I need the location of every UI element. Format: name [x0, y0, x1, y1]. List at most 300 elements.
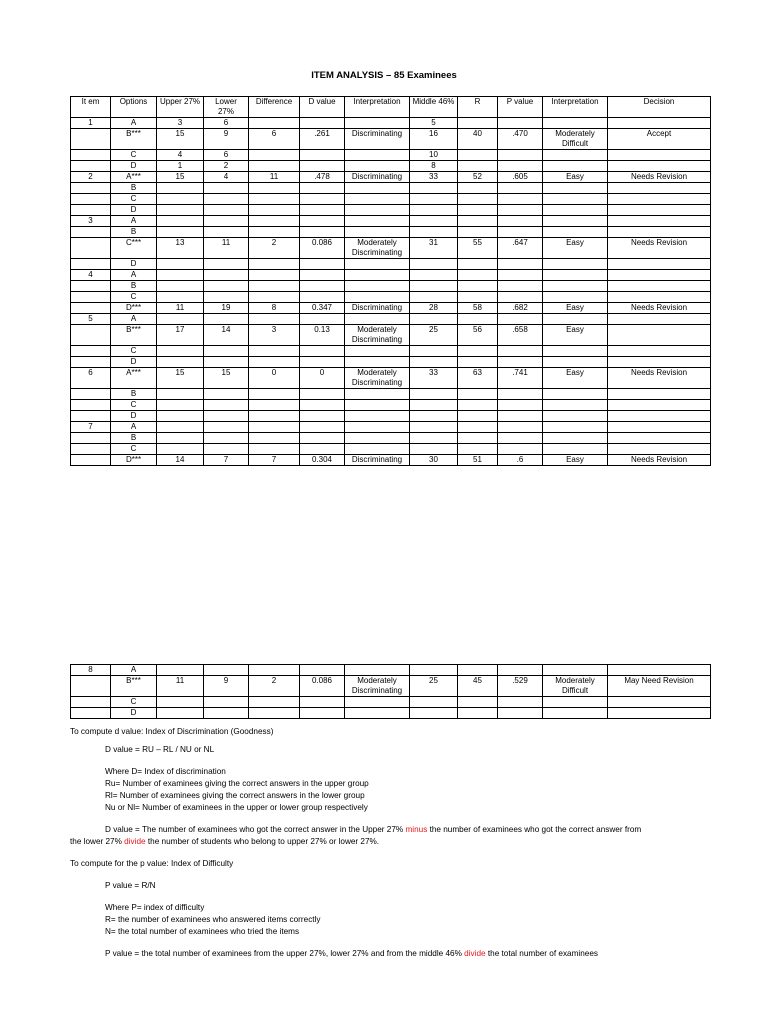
table-cell — [157, 183, 204, 194]
table-cell: 2 — [249, 676, 300, 697]
table-cell: D — [111, 357, 157, 368]
table-cell — [300, 259, 345, 270]
table-cell: Easy — [543, 325, 608, 346]
table-cell — [458, 708, 498, 719]
table-cell — [71, 444, 111, 455]
table-cell — [543, 227, 608, 238]
table-cell — [458, 411, 498, 422]
table-cell — [249, 227, 300, 238]
table-cell — [300, 161, 345, 172]
table-cell: 55 — [458, 238, 498, 259]
table-cell — [498, 314, 543, 325]
table-cell — [608, 259, 711, 270]
table-cell: 15 — [157, 368, 204, 389]
table-cell — [543, 183, 608, 194]
table-cell — [249, 400, 300, 411]
table-cell — [204, 411, 249, 422]
table-cell — [249, 118, 300, 129]
table-cell — [71, 389, 111, 400]
table-cell — [345, 357, 410, 368]
table-cell: 0.304 — [300, 455, 345, 466]
table-cell — [204, 281, 249, 292]
table-cell — [345, 281, 410, 292]
table-cell — [608, 205, 711, 216]
table-cell — [543, 411, 608, 422]
table-cell — [543, 697, 608, 708]
d-value-formula: D value = RU – RL / NU or NL — [105, 745, 215, 754]
table-cell: 63 — [458, 368, 498, 389]
table-cell: 0.347 — [300, 303, 345, 314]
table-cell — [71, 357, 111, 368]
table-cell — [543, 389, 608, 400]
table-cell: .741 — [498, 368, 543, 389]
table-cell — [498, 444, 543, 455]
table-cell — [410, 665, 458, 676]
table-cell — [204, 227, 249, 238]
table-cell — [498, 270, 543, 281]
table-cell: C — [111, 400, 157, 411]
table-cell: C*** — [111, 238, 157, 259]
table-cell — [410, 259, 458, 270]
table-cell: 0.086 — [300, 676, 345, 697]
table-cell — [543, 161, 608, 172]
table-cell — [249, 194, 300, 205]
table-cell — [543, 708, 608, 719]
table-cell — [300, 357, 345, 368]
table-cell — [345, 205, 410, 216]
table-cell — [204, 346, 249, 357]
table-row — [71, 292, 711, 303]
table-cell — [157, 270, 204, 281]
table-cell: 28 — [410, 303, 458, 314]
table-cell — [410, 270, 458, 281]
table-row — [71, 433, 711, 444]
p-value-heading: To compute for the p value: Index of Difficulty — [70, 859, 234, 868]
table-cell: Moderately Difficult — [543, 676, 608, 697]
table-cell — [345, 118, 410, 129]
table-cell: May Need Revision — [608, 676, 711, 697]
table-cell — [300, 411, 345, 422]
table-cell — [608, 314, 711, 325]
table-cell — [345, 161, 410, 172]
table-row — [71, 368, 711, 389]
table-cell — [71, 455, 111, 466]
table-cell: Moderately Discriminating — [345, 238, 410, 259]
table-cell — [543, 292, 608, 303]
table-cell — [608, 433, 711, 444]
table-cell — [157, 422, 204, 433]
table-cell — [498, 205, 543, 216]
table-cell — [608, 161, 711, 172]
table-cell — [543, 433, 608, 444]
table-cell: 0 — [249, 368, 300, 389]
table-cell — [543, 150, 608, 161]
table-cell — [157, 346, 204, 357]
table-cell — [458, 665, 498, 676]
table-cell: 5 — [71, 314, 111, 325]
table-cell — [458, 357, 498, 368]
table-cell — [608, 411, 711, 422]
table-row — [71, 455, 711, 466]
table-cell — [71, 411, 111, 422]
table-cell — [300, 665, 345, 676]
table-cell: 2 — [249, 238, 300, 259]
table-cell: 15 — [157, 172, 204, 183]
table-cell — [157, 400, 204, 411]
table-row — [71, 259, 711, 270]
table-cell — [157, 227, 204, 238]
d-value-description — [70, 824, 710, 836]
table-cell: .261 — [300, 129, 345, 150]
table-row — [71, 665, 711, 676]
table-cell — [345, 708, 410, 719]
table-cell: 0.086 — [300, 238, 345, 259]
table-cell: Needs Revision — [608, 455, 711, 466]
table-cell: Easy — [543, 455, 608, 466]
table-cell: A — [111, 422, 157, 433]
table-cell: 11 — [249, 172, 300, 183]
table-cell: D — [111, 411, 157, 422]
table-cell — [543, 357, 608, 368]
table-cell: Easy — [543, 172, 608, 183]
table-cell — [157, 292, 204, 303]
table-cell — [71, 238, 111, 259]
table-cell — [157, 433, 204, 444]
table-cell — [410, 314, 458, 325]
table-cell: 31 — [410, 238, 458, 259]
table-cell: 7 — [71, 422, 111, 433]
table-cell: B — [111, 389, 157, 400]
table-cell: Easy — [543, 368, 608, 389]
table-cell: 0.13 — [300, 325, 345, 346]
table-cell: A — [111, 314, 157, 325]
table-cell — [543, 314, 608, 325]
table-row — [71, 422, 711, 433]
table-cell — [458, 118, 498, 129]
table-cell: 33 — [410, 368, 458, 389]
table-cell — [204, 665, 249, 676]
table-cell: .605 — [498, 172, 543, 183]
d-nu-line: Nu or Nl= Number of examinees in the upper or lower group respectively — [105, 803, 368, 812]
table-cell — [608, 325, 711, 346]
table-cell: 2 — [204, 161, 249, 172]
table-cell — [543, 422, 608, 433]
table-cell — [458, 150, 498, 161]
table-cell — [157, 216, 204, 227]
table-cell — [71, 150, 111, 161]
table-cell — [71, 708, 111, 719]
table-cell — [300, 270, 345, 281]
table-cell: B — [111, 433, 157, 444]
header-cell: Upper 27% — [157, 97, 204, 118]
table-cell — [345, 194, 410, 205]
table-cell: Accept — [608, 129, 711, 150]
table-cell — [608, 346, 711, 357]
table-cell: 1 — [71, 118, 111, 129]
table-cell — [300, 697, 345, 708]
table-cell — [204, 433, 249, 444]
p-value-formula: P value = R/N — [105, 881, 156, 890]
header-cell: R — [458, 97, 498, 118]
table-cell — [345, 183, 410, 194]
table-cell: Needs Revision — [608, 368, 711, 389]
table-cell — [71, 194, 111, 205]
d-where-line: Where D= Index of discrimination — [105, 767, 226, 776]
item-analysis-table-continued — [70, 664, 711, 719]
table-cell: C — [111, 150, 157, 161]
table-cell — [458, 216, 498, 227]
table-cell — [608, 194, 711, 205]
table-cell — [249, 161, 300, 172]
table-cell — [410, 183, 458, 194]
table-cell: Discriminating — [345, 303, 410, 314]
table-cell — [543, 281, 608, 292]
table-cell: 19 — [204, 303, 249, 314]
p-desc-part: P value = the total number of examinees from the upper 27%, lower 27% and from the middle 46% — [105, 949, 462, 958]
table-cell — [157, 389, 204, 400]
table-cell — [543, 346, 608, 357]
table-cell: 6 — [204, 118, 249, 129]
table-cell: A — [111, 270, 157, 281]
header-cell: Interpretation — [345, 97, 410, 118]
table-cell: 8 — [410, 161, 458, 172]
header-cell: It em — [71, 97, 111, 118]
table-cell — [458, 281, 498, 292]
table-cell — [458, 314, 498, 325]
item-analysis-body-continued — [71, 665, 711, 719]
table-cell — [543, 444, 608, 455]
header-cell: Difference — [249, 97, 300, 118]
table-cell — [410, 422, 458, 433]
header-cell: Lower 27% — [204, 97, 249, 118]
table-cell: C — [111, 697, 157, 708]
table-cell — [71, 259, 111, 270]
table-cell: 2 — [71, 172, 111, 183]
table-cell — [543, 216, 608, 227]
table-cell — [498, 433, 543, 444]
table-cell — [345, 697, 410, 708]
divide-keyword: divide — [464, 949, 486, 958]
table-cell: 0 — [300, 368, 345, 389]
d-desc-part: the number of examinees who got the correct answer from — [429, 825, 642, 834]
table-cell — [157, 281, 204, 292]
table-cell — [410, 346, 458, 357]
table-cell — [498, 357, 543, 368]
table-cell — [608, 422, 711, 433]
table-cell — [249, 411, 300, 422]
table-cell — [249, 205, 300, 216]
table-cell: B — [111, 281, 157, 292]
table-cell: D*** — [111, 455, 157, 466]
table-cell — [249, 708, 300, 719]
table-cell — [249, 346, 300, 357]
table-cell — [204, 292, 249, 303]
table-cell — [458, 183, 498, 194]
table-cell: D — [111, 708, 157, 719]
header-cell: D value — [300, 97, 345, 118]
table-cell: B*** — [111, 325, 157, 346]
table-cell — [157, 259, 204, 270]
table-row — [71, 172, 711, 183]
table-cell: A*** — [111, 172, 157, 183]
table-cell — [498, 697, 543, 708]
table-cell: Easy — [543, 303, 608, 314]
table-cell — [204, 422, 249, 433]
table-row — [71, 697, 711, 708]
table-cell — [498, 259, 543, 270]
table-cell — [300, 444, 345, 455]
table-cell — [204, 314, 249, 325]
table-cell — [157, 444, 204, 455]
table-cell — [608, 292, 711, 303]
table-row — [71, 118, 711, 129]
table-cell: Moderately Discriminating — [345, 676, 410, 697]
table-cell — [498, 400, 543, 411]
table-row — [71, 389, 711, 400]
p-r-line: R= the number of examinees who answered items correctly — [105, 915, 321, 924]
table-cell — [345, 433, 410, 444]
table-cell — [458, 270, 498, 281]
table-cell: Needs Revision — [608, 238, 711, 259]
table-cell — [345, 411, 410, 422]
d-desc-part: D value = The number of examinees who got the correct answer in the Upper 27% — [105, 825, 404, 834]
table-cell — [543, 118, 608, 129]
table-cell — [498, 216, 543, 227]
table-cell — [543, 194, 608, 205]
minus-keyword: minus — [405, 825, 428, 834]
table-cell — [157, 314, 204, 325]
table-cell — [458, 194, 498, 205]
table-cell: 56 — [458, 325, 498, 346]
table-cell — [498, 422, 543, 433]
table-row — [71, 281, 711, 292]
table-cell: .647 — [498, 238, 543, 259]
table-cell — [608, 216, 711, 227]
table-cell — [345, 292, 410, 303]
table-cell: Discriminating — [345, 172, 410, 183]
table-cell — [543, 400, 608, 411]
table-cell — [345, 665, 410, 676]
table-cell: .682 — [498, 303, 543, 314]
table-cell — [71, 292, 111, 303]
table-cell: 11 — [157, 676, 204, 697]
header-cell: Options — [111, 97, 157, 118]
table-cell: Moderately Difficult — [543, 129, 608, 150]
table-cell — [71, 325, 111, 346]
table-cell: 14 — [204, 325, 249, 346]
d-desc-part: the lower 27% — [70, 837, 122, 846]
table-cell — [300, 227, 345, 238]
table-cell: A — [111, 118, 157, 129]
table-cell — [71, 303, 111, 314]
table-cell — [204, 270, 249, 281]
table-row — [71, 205, 711, 216]
table-cell — [71, 676, 111, 697]
table-row — [71, 708, 711, 719]
table-row — [71, 303, 711, 314]
table-cell — [249, 433, 300, 444]
table-cell — [410, 194, 458, 205]
table-cell: 11 — [204, 238, 249, 259]
table-cell: 5 — [410, 118, 458, 129]
divide-keyword: divide — [124, 837, 146, 846]
table-cell — [249, 422, 300, 433]
table-cell — [608, 708, 711, 719]
table-cell — [300, 118, 345, 129]
table-cell: 13 — [157, 238, 204, 259]
table-cell — [608, 183, 711, 194]
table-cell: .529 — [498, 676, 543, 697]
table-cell: 33 — [410, 172, 458, 183]
table-cell — [498, 281, 543, 292]
table-cell: 4 — [157, 150, 204, 161]
table-cell — [300, 292, 345, 303]
table-cell — [498, 118, 543, 129]
table-cell — [345, 314, 410, 325]
table-row — [71, 129, 711, 150]
table-cell: 7 — [204, 455, 249, 466]
table-row — [71, 357, 711, 368]
table-cell — [458, 161, 498, 172]
table-cell: 25 — [410, 325, 458, 346]
table-cell: 3 — [157, 118, 204, 129]
table-cell — [249, 259, 300, 270]
table-cell — [345, 422, 410, 433]
table-cell — [249, 270, 300, 281]
table-row — [71, 227, 711, 238]
table-cell — [249, 389, 300, 400]
table-cell — [410, 697, 458, 708]
table-cell — [458, 400, 498, 411]
table-cell — [249, 665, 300, 676]
table-cell — [300, 400, 345, 411]
table-cell: D — [111, 161, 157, 172]
table-cell — [157, 708, 204, 719]
p-n-line: N= the total number of examinees who tried the items — [105, 927, 300, 936]
table-row — [71, 411, 711, 422]
table-cell — [249, 444, 300, 455]
table-cell — [71, 281, 111, 292]
table-cell — [458, 205, 498, 216]
table-cell — [71, 161, 111, 172]
table-cell — [410, 227, 458, 238]
table-cell: 1 — [157, 161, 204, 172]
table-cell: D — [111, 259, 157, 270]
table-cell — [300, 183, 345, 194]
table-cell: 45 — [458, 676, 498, 697]
header-cell: Middle 46% — [410, 97, 458, 118]
table-cell — [71, 129, 111, 150]
table-cell — [157, 357, 204, 368]
table-cell — [345, 270, 410, 281]
table-cell — [498, 708, 543, 719]
table-cell — [608, 389, 711, 400]
p-value-description — [70, 948, 710, 960]
table-cell: 7 — [249, 455, 300, 466]
table-cell — [498, 227, 543, 238]
table-cell — [458, 422, 498, 433]
table-cell: 8 — [71, 665, 111, 676]
table-cell — [249, 314, 300, 325]
table-cell — [608, 400, 711, 411]
table-cell — [300, 314, 345, 325]
d-desc-part: the number of students who belong to upper 27% or lower 27%. — [147, 837, 380, 846]
table-cell — [498, 292, 543, 303]
d-value-heading: To compute d value: Index of Discrimination (Goodness) — [70, 727, 274, 736]
table-cell: 17 — [157, 325, 204, 346]
d-value-description-cont — [70, 836, 710, 848]
table-cell — [498, 346, 543, 357]
